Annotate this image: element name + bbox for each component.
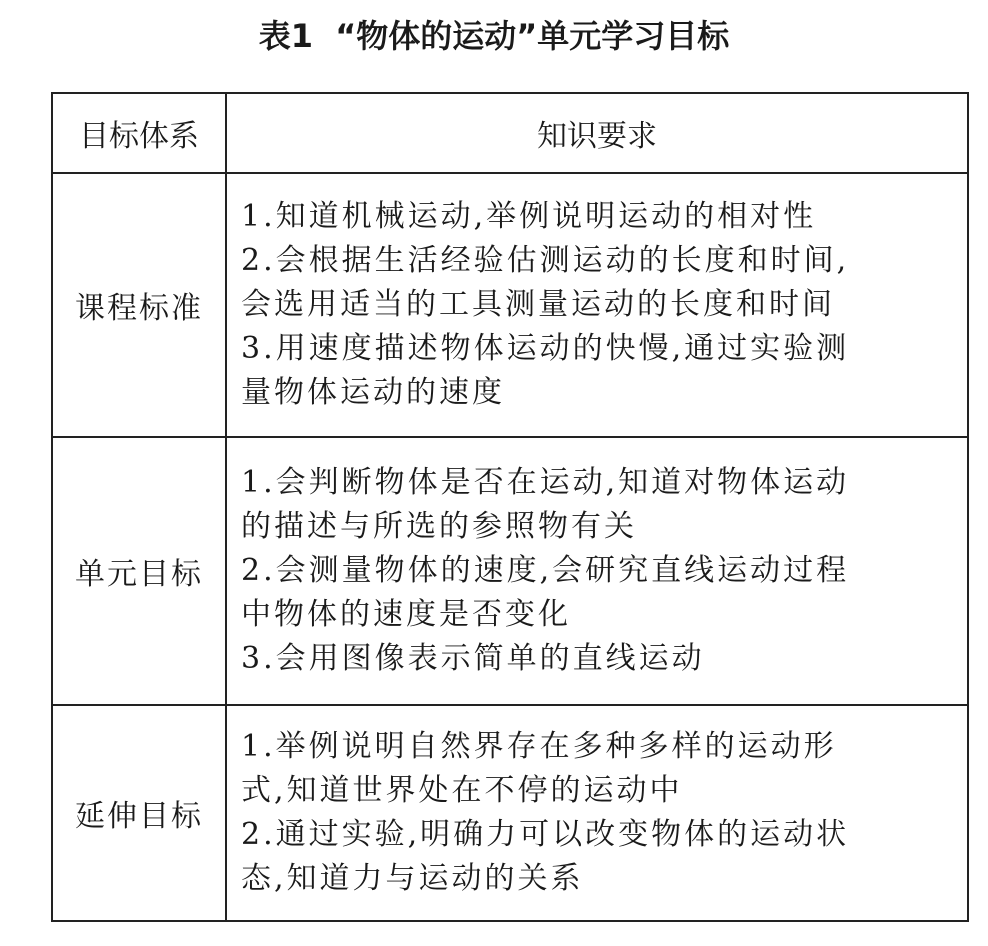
content-line: 1.知道机械运动,举例说明运动的相对性 [241, 199, 817, 234]
table-row [52, 173, 968, 437]
column-header-goal-system: 目标体系 [52, 93, 226, 173]
content-line: 3.会用图像表示简单的直线运动 [241, 641, 705, 676]
row-content-extended-goals [226, 705, 968, 921]
content-line: 会选用适当的工具测量运动的长度和时间 [241, 287, 835, 322]
content-line: 的描述与所选的参照物有关 [241, 509, 637, 544]
row-label-curriculum-standard: 课程标准 [52, 173, 226, 437]
content-line: 量物体运动的速度 [241, 375, 505, 410]
table-title: 表1 “物体的运动”单元学习目标 [258, 17, 730, 55]
content-line: 2.会测量物体的速度,会研究直线运动过程 [241, 553, 850, 588]
content-line: 3.用速度描述物体运动的快慢,通过实验测 [241, 331, 850, 366]
table-row [52, 705, 968, 921]
row-label-extended-goals: 延伸目标 [52, 705, 226, 921]
row-label-unit-goals: 单元目标 [52, 437, 226, 705]
content-line: 1.会判断物体是否在运动,知道对物体运动 [241, 465, 850, 500]
table-header-row [52, 93, 968, 173]
content-line: 式,知道世界处在不停的运动中 [241, 773, 683, 808]
content-line: 1.举例说明自然界存在多种多样的运动形 [241, 729, 837, 764]
column-header-knowledge-requirements: 知识要求 [226, 93, 968, 173]
content-line: 态,知道力与运动的关系 [241, 861, 584, 896]
learning-goals-table [51, 92, 969, 922]
content-line: 2.通过实验,明确力可以改变物体的运动状 [241, 817, 850, 852]
content-line: 2.会根据生活经验估测运动的长度和时间, [241, 243, 850, 278]
table-row [52, 437, 968, 705]
row-content-curriculum-standard [226, 173, 968, 437]
row-content-unit-goals [226, 437, 968, 705]
content-line: 中物体的速度是否变化 [241, 597, 571, 632]
